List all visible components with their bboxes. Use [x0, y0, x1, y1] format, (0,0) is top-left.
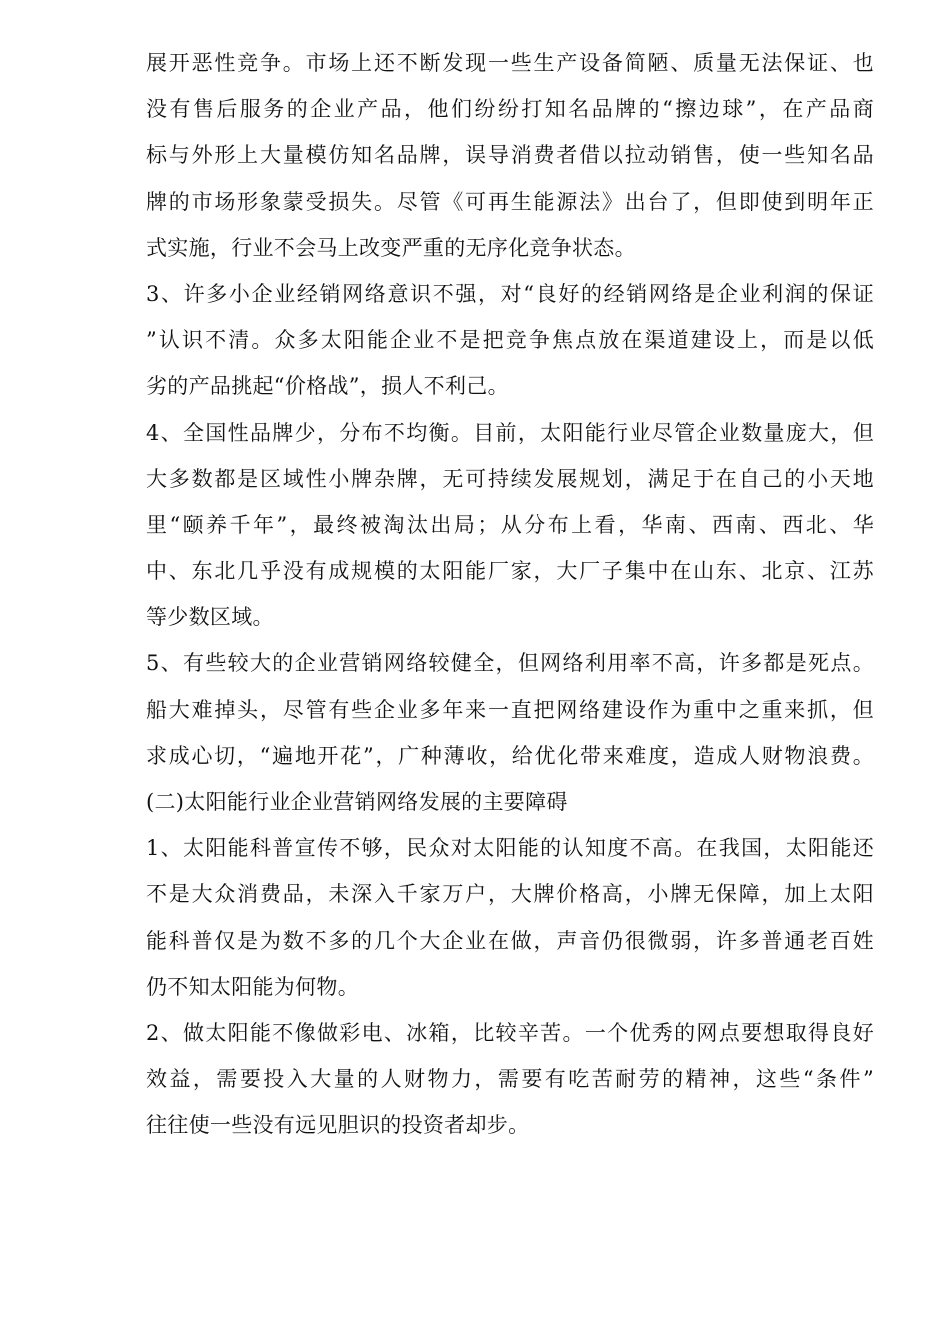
- text-line: 等少数区域。: [146, 605, 274, 630]
- text-line: 船大难掉头，尽管有些企业多年来一直把网络建设作为重中之重来抓，但: [146, 697, 874, 722]
- text-line: 3、许多小企业经销网络意识不强，对“良好的经销网络是企业利润的保证: [146, 281, 874, 306]
- section-heading: (二)太阳能行业企业营销网络发展的主要障碍: [146, 790, 568, 814]
- text-line: 牌的市场形象蒙受损失。尽管《可再生能源法》出台了，但即使到明年正: [146, 189, 874, 214]
- text-line: 不是大众消费品，未深入千家万户，大牌价格高，小牌无保障，加上太阳: [146, 882, 874, 907]
- text-line: 能科普仅是为数不多的几个大企业在做，声音仍很微弱，许多普通老百姓: [146, 928, 874, 953]
- text-line: 4、全国性品牌少，分布不均衡。目前，太阳能行业尽管企业数量庞大，但: [146, 420, 874, 445]
- text-line: 1、太阳能科普宣传不够，民众对太阳能的认知度不高。在我国，太阳能还: [146, 836, 874, 861]
- text-line: 展开恶性竞争。市场上还不断发现一些生产设备简陋、质量无法保证、也: [146, 51, 874, 75]
- text-line: 仍不知太阳能为何物。: [146, 974, 359, 999]
- text-line: 5、有些较大的企业营销网络较健全，但网络利用率不高，许多都是死点。: [146, 651, 874, 676]
- text-line: 标与外形上大量模仿知名品牌，误导消费者借以拉动销售，使一些知名品: [146, 143, 874, 168]
- document-page: [146, 40, 874, 1149]
- text-line: 里“颐养千年”，最终被淘汰出局；从分布上看，华南、西南、西北、华: [146, 512, 874, 537]
- text-line: 大多数都是区域性小牌杂牌，无可持续发展规划，满足于在自己的小天地: [146, 466, 874, 491]
- text-line: 求成心切，“遍地开花”，广种薄收，给优化带来难度，造成人财物浪费。: [146, 743, 874, 768]
- text-line: ”认识不清。众多太阳能企业不是把竞争焦点放在渠道建设上，而是以低: [146, 328, 874, 353]
- text-line: 往往使一些没有远见胆识的投资者却步。: [146, 1113, 530, 1138]
- text-line: 没有售后服务的企业产品，他们纷纷打知名品牌的“擦边球”，在产品商: [146, 97, 874, 122]
- text-line: 式实施，行业不会马上改变严重的无序化竞争状态。: [146, 235, 636, 260]
- text-line: 劣的产品挑起“价格战”，损人不利己。: [146, 374, 509, 399]
- text-line: 中、东北几乎没有成规模的太阳能厂家，大厂子集中在山东、北京、江苏: [146, 559, 874, 584]
- text-line: 2、做太阳能不像做彩电、冰箱，比较辛苦。一个优秀的网点要想取得良好: [146, 1020, 874, 1045]
- text-line: 效益，需要投入大量的人财物力，需要有吃苦耐劳的精神，这些“条件”: [146, 1067, 874, 1092]
